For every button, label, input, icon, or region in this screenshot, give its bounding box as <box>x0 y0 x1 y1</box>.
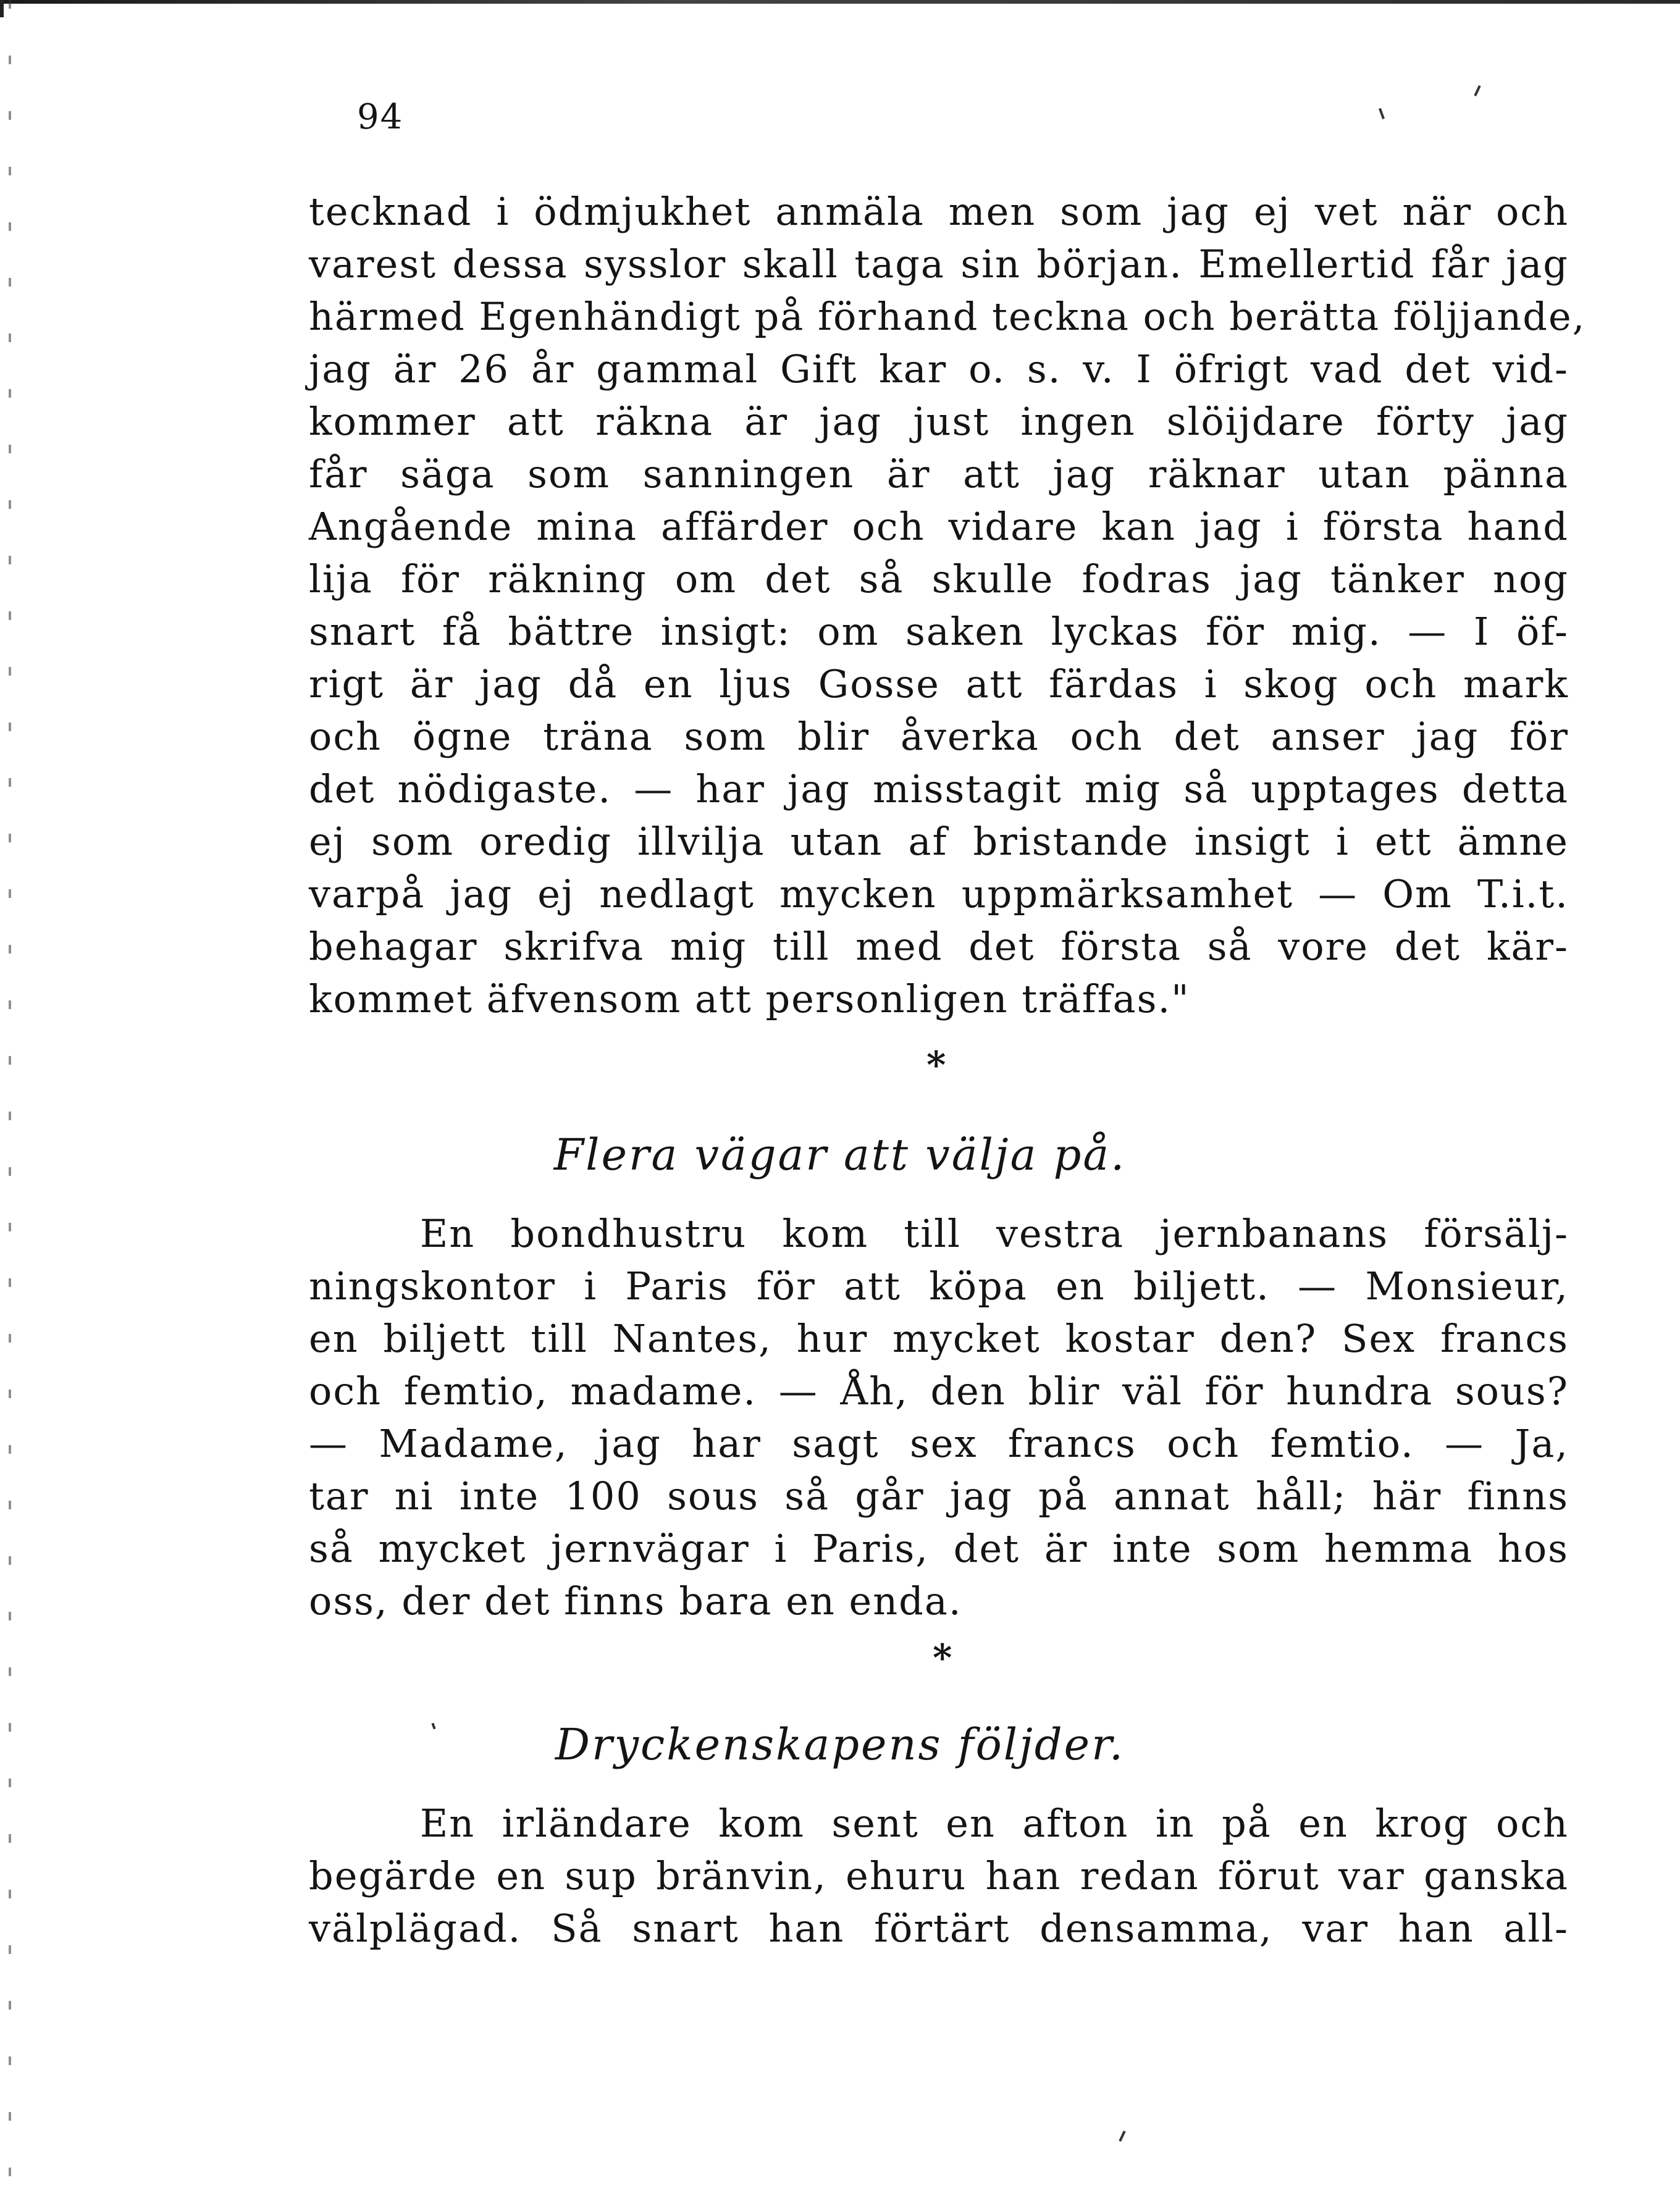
text-line: En irländare kom sent en afton in på en krog och <box>420 1801 1569 1846</box>
text-line: välplägad. Så snart han förtärt densamma, var han all- <box>309 1906 1569 1951</box>
text-line: behagar skrifva mig till med det första så vore det kär- <box>309 924 1569 969</box>
paragraph-irlandare <box>309 1797 1569 1955</box>
text-line: En bondhustru kom till vestra jernbanans försälj- <box>420 1211 1569 1256</box>
text-line: tar ni inte 100 sous så går jag på annat håll; här finns <box>309 1473 1569 1519</box>
scan-speck <box>1379 108 1385 119</box>
text-line: och femtio, madame. — Åh, den blir väl för hundra sous? <box>309 1369 1569 1414</box>
section-heading-flera-vagar: Flera vägar att välja på. <box>553 1130 1127 1180</box>
text-line: oss, der det finns bara en enda. <box>309 1578 962 1624</box>
text-line: rigt är jag då en ljus Gosse att färdas i skog och mark <box>309 661 1569 706</box>
text-line: Angående mina affärder och vidare kan jag i första hand <box>309 504 1569 549</box>
text-line: ej som oredig illvilja utan af bristande insigt i ett ämne <box>309 819 1569 864</box>
paragraph-bondhustru <box>309 1207 1569 1627</box>
text-line: lija för räkning om det så skulle fodras jag tänker nog <box>309 556 1569 601</box>
scan-left-edge <box>9 0 11 2188</box>
section-separator-asterisk: * <box>933 1637 952 1680</box>
text-line: tecknad i ödmjukhet anmäla men som jag ej vet när och <box>309 189 1569 234</box>
text-line: det nödigaste. — har jag misstagit mig så upptages detta <box>309 766 1569 811</box>
text-line: får säga som sanningen är att jag räknar utan pänna <box>309 451 1569 497</box>
text-line: snart få bättre insigt: om saken lyckas för mig. — I öf- <box>309 609 1569 654</box>
text-line: och ögne träna som blir åverka och det anser jag för <box>309 714 1569 759</box>
text-line: en biljett till Nantes, hur mycket kostar den? Sex francs <box>309 1316 1569 1361</box>
text-line: kommer att räkna är jag just ingen slöijdare förty jag <box>309 399 1569 444</box>
text-line: så mycket jernvägar i Paris, det är inte som hemma hos <box>309 1526 1569 1571</box>
text-line: — Madame, jag har sagt sex francs och femtio. — Ja, <box>309 1421 1569 1466</box>
scan-top-edge <box>0 0 1680 4</box>
paragraph-letter-continuation <box>309 185 1586 1025</box>
text-line: jag är 26 år gammal Gift kar o. s. v. I öfrigt vad det vid- <box>309 346 1569 392</box>
section-separator-asterisk: * <box>926 1044 946 1087</box>
text-line: varpå jag ej nedlagt mycken uppmärksamhet — Om T.i.t. <box>309 871 1569 916</box>
text-line: härmed Egenhändigt på förhand teckna och berätta följjande, <box>309 294 1586 339</box>
scan-speck <box>1119 2131 1125 2142</box>
page-number: 94 <box>357 97 404 137</box>
text-line: ningskontor i Paris för att köpa en biljett. — Monsieur, <box>309 1264 1569 1309</box>
text-line: begärde en sup bränvin, ehuru han redan förut var ganska <box>309 1853 1569 1898</box>
text-line: kommet äfvensom att personligen träffas." <box>309 976 1190 1021</box>
scan-speck <box>1474 85 1480 96</box>
text-line: varest dessa sysslor skall taga sin början. Emellertid får jag <box>309 241 1569 287</box>
section-heading-dryckenskapens-foljder: Dryckenskapens följder. <box>555 1719 1125 1770</box>
scan-corner-mark <box>0 0 4 17</box>
